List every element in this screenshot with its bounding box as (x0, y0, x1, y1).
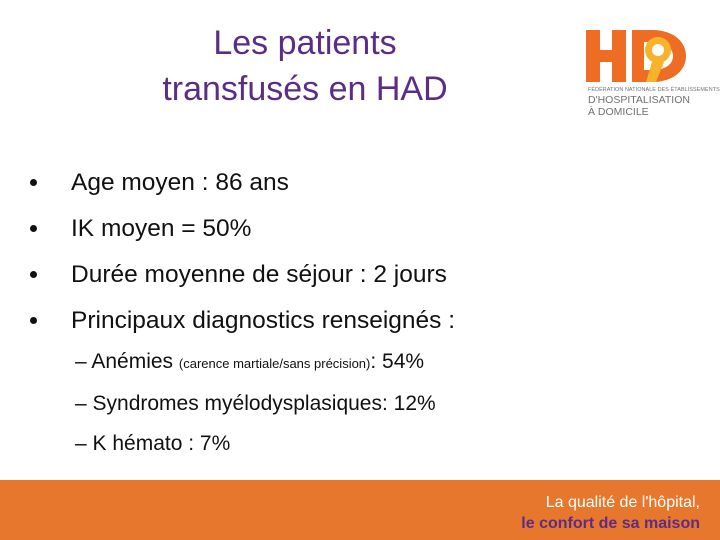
sub-item-text: – Syndromes myélodysplasiques: 12% (75, 392, 436, 415)
bullet-text: Age moyen : 86 ans (71, 169, 289, 196)
title-line-1: Les patients (213, 24, 397, 62)
sub-item-k-hemato (75, 424, 436, 464)
title-line-2: transfusés en HAD (162, 70, 448, 108)
bullet-dot-icon (30, 271, 37, 278)
footer-tagline-1: La qualité de l'hôpital, (545, 494, 700, 511)
sub-item-syndromes (75, 384, 436, 424)
sub-item-text: – K hémato : 7% (75, 432, 231, 455)
bullet-text: Principaux diagnostics renseignés : (71, 307, 456, 334)
logo-line-1: FÉDÉRATION NATIONALE DES ÉTABLISSEMENTS (588, 87, 720, 93)
logo-text (588, 86, 720, 118)
bullet-item (30, 252, 455, 298)
bullet-item (30, 298, 455, 344)
footer-tagline-2: le confort de sa maison (521, 515, 700, 532)
sub-item-value: : 54% (370, 350, 425, 373)
sub-item-text: – Anémies (75, 350, 179, 373)
sub-item-note: (carence martiale/sans précision) (178, 356, 371, 371)
bullet-dot-icon (30, 317, 37, 324)
logo-line-2: D'HOSPITALISATION (588, 94, 690, 106)
bullet-list (30, 160, 455, 344)
logo-line-3: À DOMICILE (588, 106, 649, 118)
bullet-item (30, 160, 455, 206)
slide-title (60, 20, 550, 112)
bullet-text: IK moyen = 50% (71, 215, 252, 242)
bullet-text: Durée moyenne de séjour : 2 jours (71, 261, 447, 288)
footer-band (0, 480, 720, 540)
sub-list (75, 342, 436, 464)
bullet-dot-icon (30, 225, 37, 232)
sub-item-anemies (75, 342, 436, 384)
hd-logo-mark-icon (586, 26, 690, 84)
fnehad-logo (582, 26, 720, 122)
bullet-item (30, 206, 455, 252)
bullet-dot-icon (30, 179, 37, 186)
